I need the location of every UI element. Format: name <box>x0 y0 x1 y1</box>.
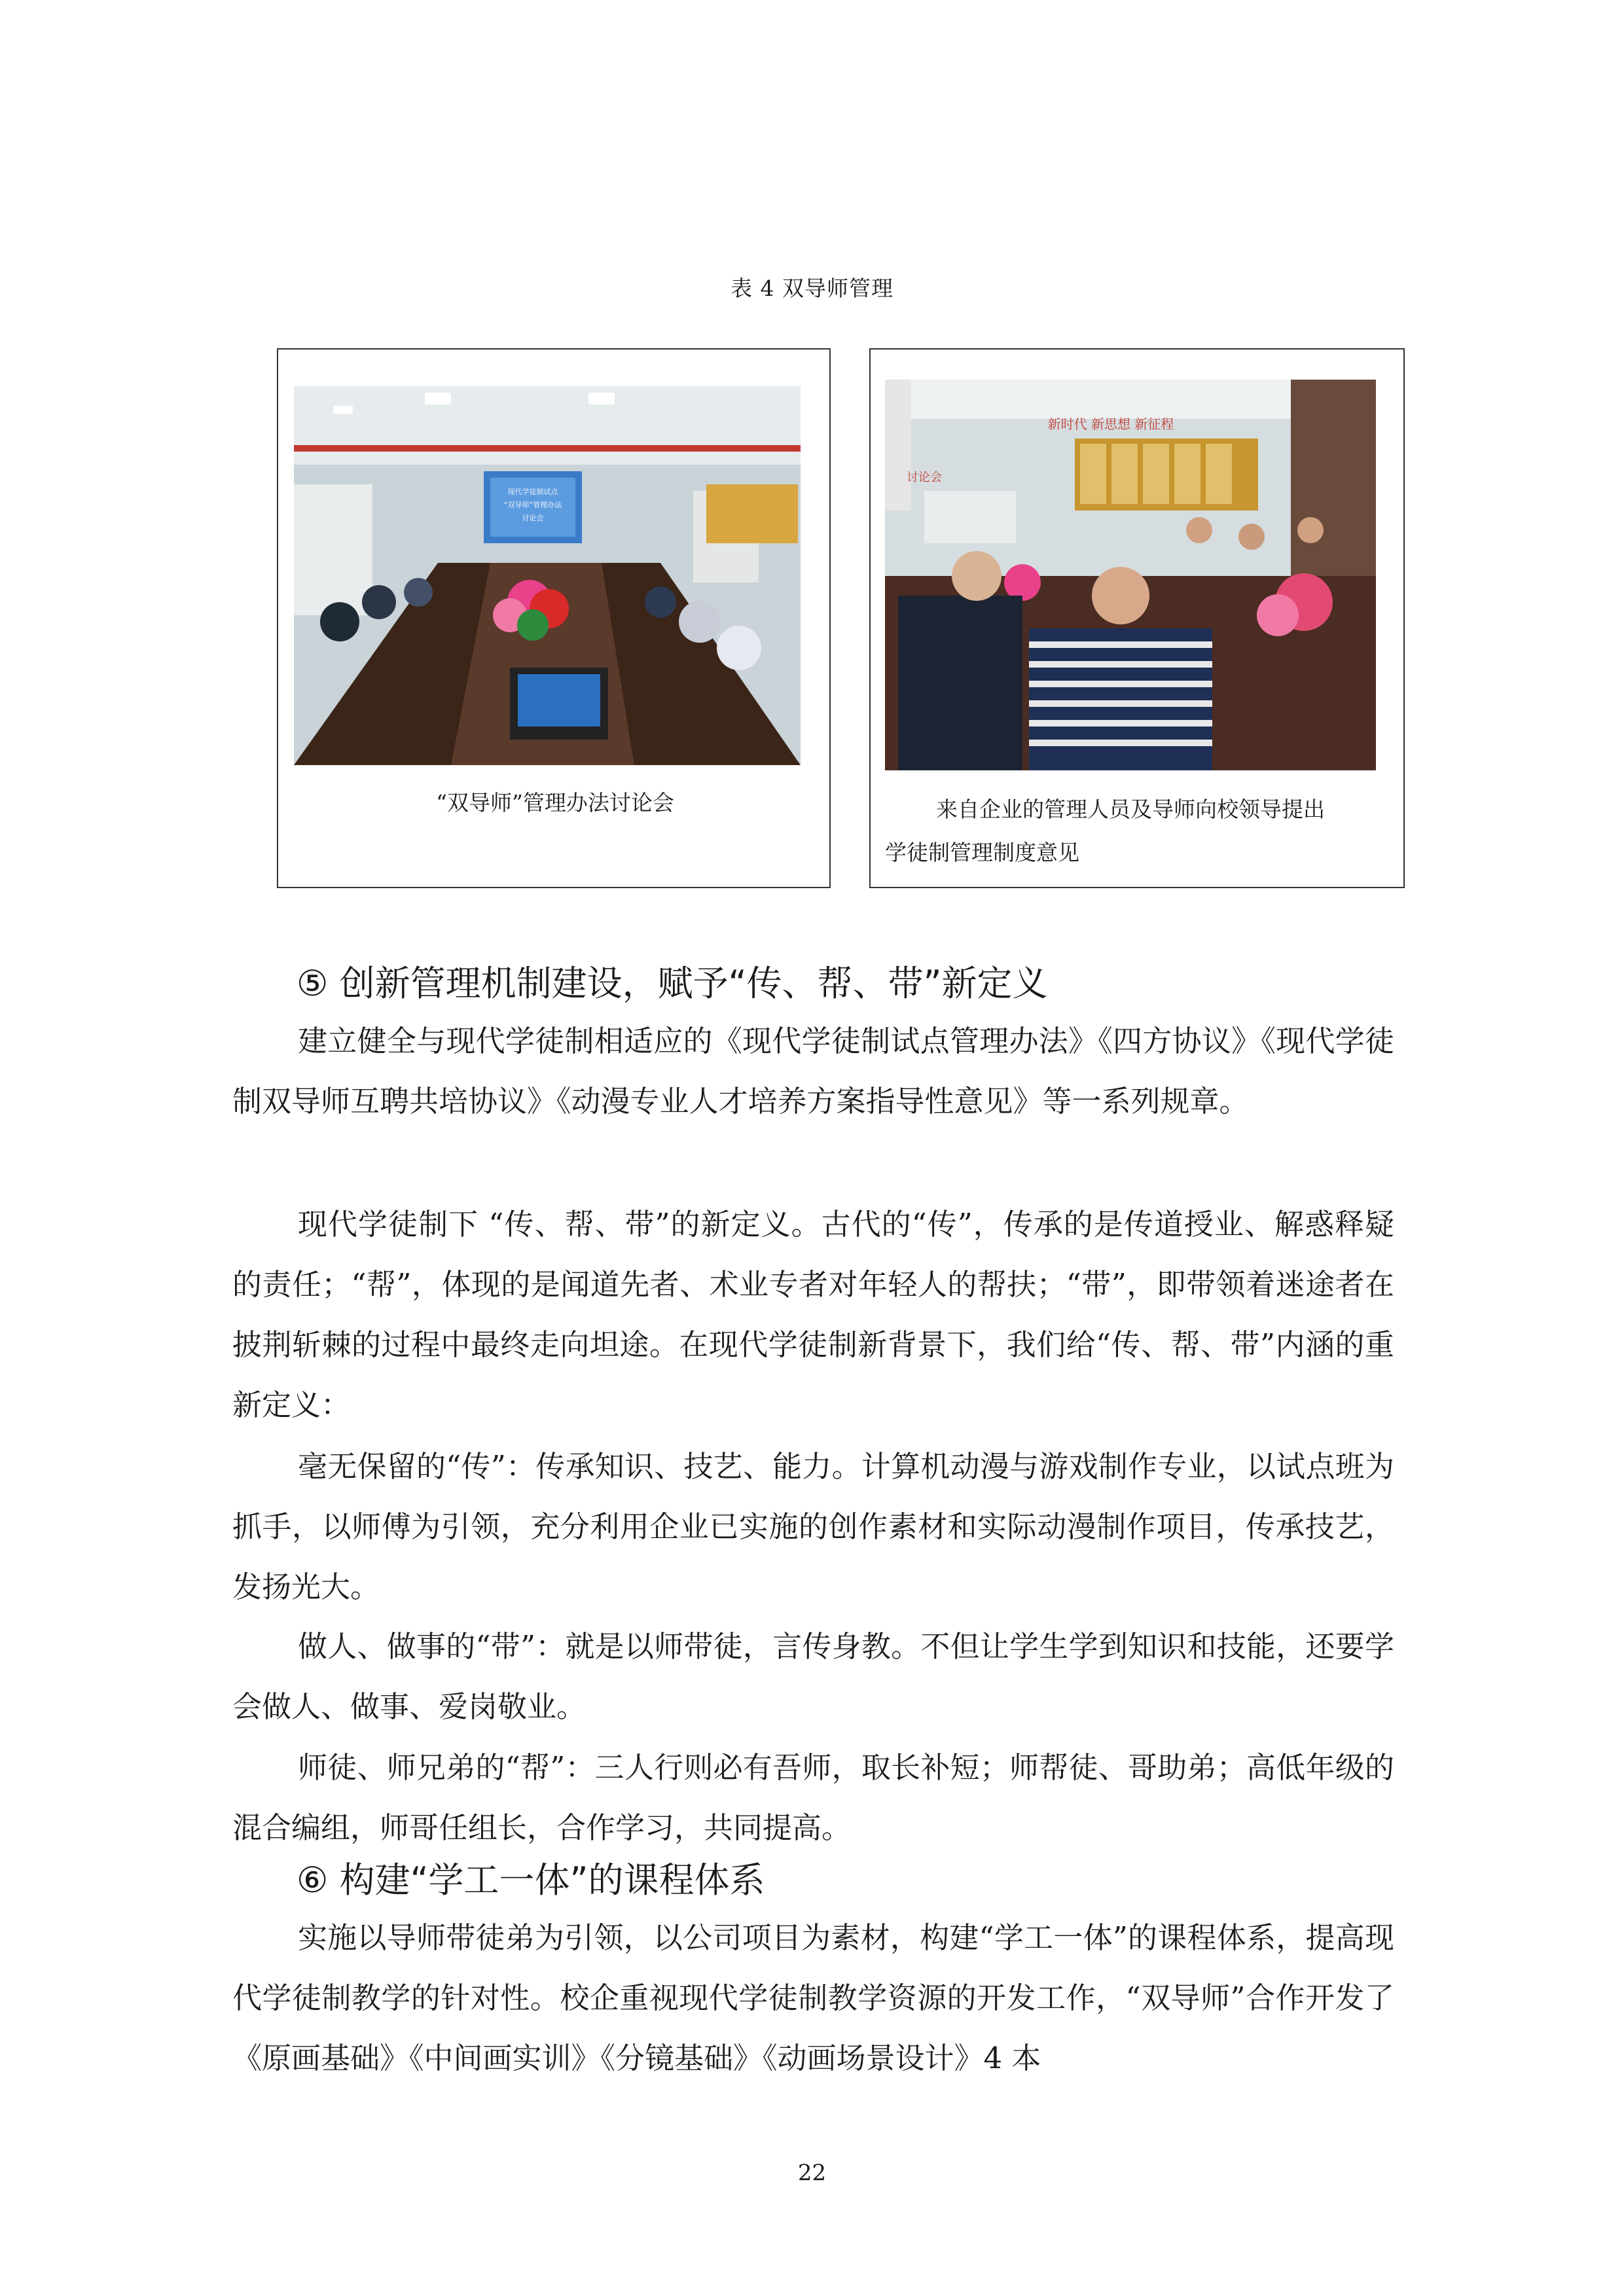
screen-text-1: 现代学徒制试点 <box>507 488 558 496</box>
section-heading-5: ⑤ 创新管理机制建设，赋予“传、帮、带”新定义 <box>297 963 1048 1004</box>
paragraph-5: 师徒、师兄弟的“帮”：三人行则必有吾师，取长补短；师帮徒、哥助弟；高低年级的混合编组，师哥任组长，合作学习，共同提高。 <box>232 1750 1394 1845</box>
banner-side-text: 讨论会 <box>907 471 942 484</box>
table-caption: 表 4 双导师管理 <box>731 276 893 301</box>
photo-box-right <box>869 348 1405 888</box>
paragraph-2: 现代学徒制下 “传、帮、带”的新定义。古代的“传”，传承的是传道授业、解惑释疑的责任；“帮”，体现的是闻道先者、术业专者对年轻人的帮扶；“带”，即带领着迷途者在披荆斩棘的过程中最终走向坦途。在现代学徒制新背景下，我们给“传、帮、带”内涵的重新定义： <box>232 1207 1394 1422</box>
banner-text: 新时代 新思想 新征程 <box>1047 416 1174 432</box>
meeting-photo-right <box>885 380 1376 770</box>
section-heading-6: ⑥ 构建“学工一体”的课程体系 <box>297 1859 765 1901</box>
paragraph-1: 建立健全与现代学徒制相适应的《现代学徒制试点管理办法》《四方协议》《现代学徒制双导师互聘共培协议》《动漫专业人才培养方案指导性意见》等一系列规章。 <box>232 1024 1394 1119</box>
meeting-photo-left <box>294 386 801 765</box>
page-number: 22 <box>797 2160 827 2186</box>
paragraph-6: 实施以导师带徒弟为引领，以公司项目为素材，构建“学工一体”的课程体系，提高现代学徒制教学的针对性。校企重视现代学徒制教学资源的开发工作，“双导师”合作开发了《原画基础》《中间画实训》《分镜基础》《动画场景设计》4 本 <box>232 1920 1394 2075</box>
paragraph-3: 毫无保留的“传”：传承知识、技艺、能力。计算机动漫与游戏制作专业，以试点班为抓手，以师傅为引领，充分利用企业已实施的创作素材和实际动漫制作项目，传承技艺，发扬光大。 <box>232 1449 1394 1604</box>
paragraph-4: 做人、做事的“带”：就是以师带徒，言传身教。不但让学生学到知识和技能，还要学会做人、做事、爱岗敬业。 <box>232 1629 1394 1724</box>
screen-text-2: “双导师”管理办法 <box>503 501 562 509</box>
left-photo-caption: “双导师”管理办法讨论会 <box>436 790 674 816</box>
right-photo-caption-line1: 来自企业的管理人员及导师向校领导提出 <box>936 797 1325 822</box>
right-photo-caption-line2: 学徒制管理制度意见 <box>885 840 1079 865</box>
screen-text-3: 讨论会 <box>522 514 544 522</box>
photo-box-left <box>277 348 831 888</box>
